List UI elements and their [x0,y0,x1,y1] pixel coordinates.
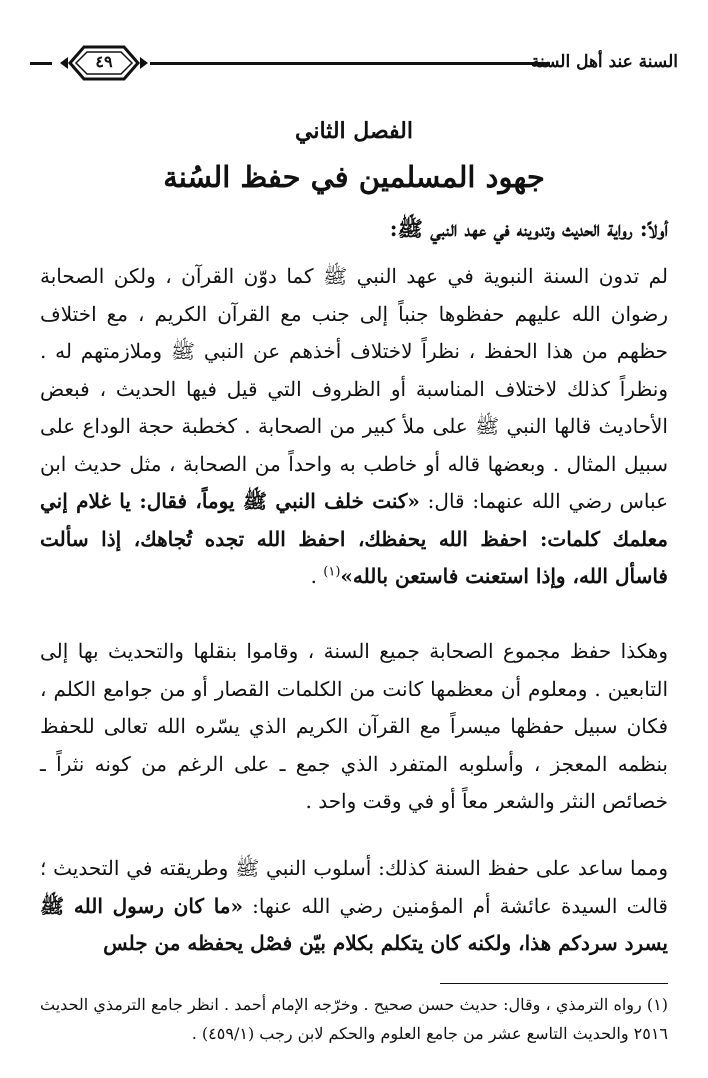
paragraph-1-end: . [310,564,324,588]
header-rule-right [150,62,550,65]
paragraph-3 [40,850,668,963]
aisha-quote: «ما كان رسول الله ﷺ يسرد سردكم هذا، ولكنه كان يتكلم بكلام بيّن فصْل يحفظه من جلس [40,893,668,955]
hadith-quote: «كنت خلف النبي ﷺ يوماً، فقال: يا غلام إني معلمك كلمات: احفظ الله يحفظك، احفظ الله تجده تُجاهك، إذا سألت فاسأل الله، وإذا استعنت فاستعن بالله» [40,489,668,588]
paragraph-1-text: لم تدون السنة النبوية في عهد النبي ﷺ كما دوّن القرآن ، ولكن الصحابة رضوان الله عليهم حفظوها جنباً إلى جنب مع القرآن الكريم ، مع اختلاف حظهم من هذا الحفظ ، نظراً لاختلاف أخذهم عن النبي ﷺ وملازمتهم له . ونظراً كذلك لاختلاف المناسبة أو الظروف التي قيل فيها الحديث ، فبعض الأحاديث قالها النبي ﷺ على ملأ كبير من الصحابة . كخطبة حجة الوداع على سبيل المثال . وبعضها قاله أو خاطب به واحداً من الصحابة ، مثل حديث ابن عباس رضي الله عنهما: قال: [40,264,668,513]
paragraph-3-text: ومما ساعد على حفظ السنة كذلك: أسلوب النبي ﷺ وطريقته في التحديث ؛ قالت السيدة عائشة أم المؤمنين رضي الله عنها: [40,856,668,918]
page-number: ٤٩ [95,52,113,71]
page-header [30,38,678,88]
page-number-frame [60,42,148,84]
paragraph-2: وهكذا حفظ مجموع الصحابة جميع السنة ، وقاموا بنقلها والتحديث بها إلى التابعين . ومعلوم أن معظمها كانت من الكلمات القصار أو من جوامع الكلم ، فكان سبيل حفظها ميسراً مع القرآن الكريم الذي يسّره الله تعالى للحفظ بنظمه المعجز ، وأسلوبه المتفرد الذي جمع ـ على الرغم من كونه نثراً ـ خصائص النثر والشعر معاً أو في وقت واحد . [40,639,669,813]
header-rule-left [30,62,52,65]
footnote: (١) رواه الترمذي ، وقال: حديث حسن صحيح . وخرّجه الإمام أحمد . انظر جامع الترمذي الحديث ٢٥١٦ والحديث التاسع عشر من جامع العلوم والحكم لابن رجب (٤٥٩/١) . [40,995,668,1043]
running-title: السنة عند أهل السنة [530,52,678,72]
paragraph-1 [40,258,668,596]
chapter-title: جهود المسلمين في حفظ السُنة [163,160,545,194]
section-heading: أولاً: رواية الحديث وتدوينه في عهد النبي ﷺ: [389,216,668,241]
chapter-label: الفصل الثاني [295,118,413,144]
footnote-marker: (١) [323,564,341,580]
footnote-divider [440,983,668,984]
